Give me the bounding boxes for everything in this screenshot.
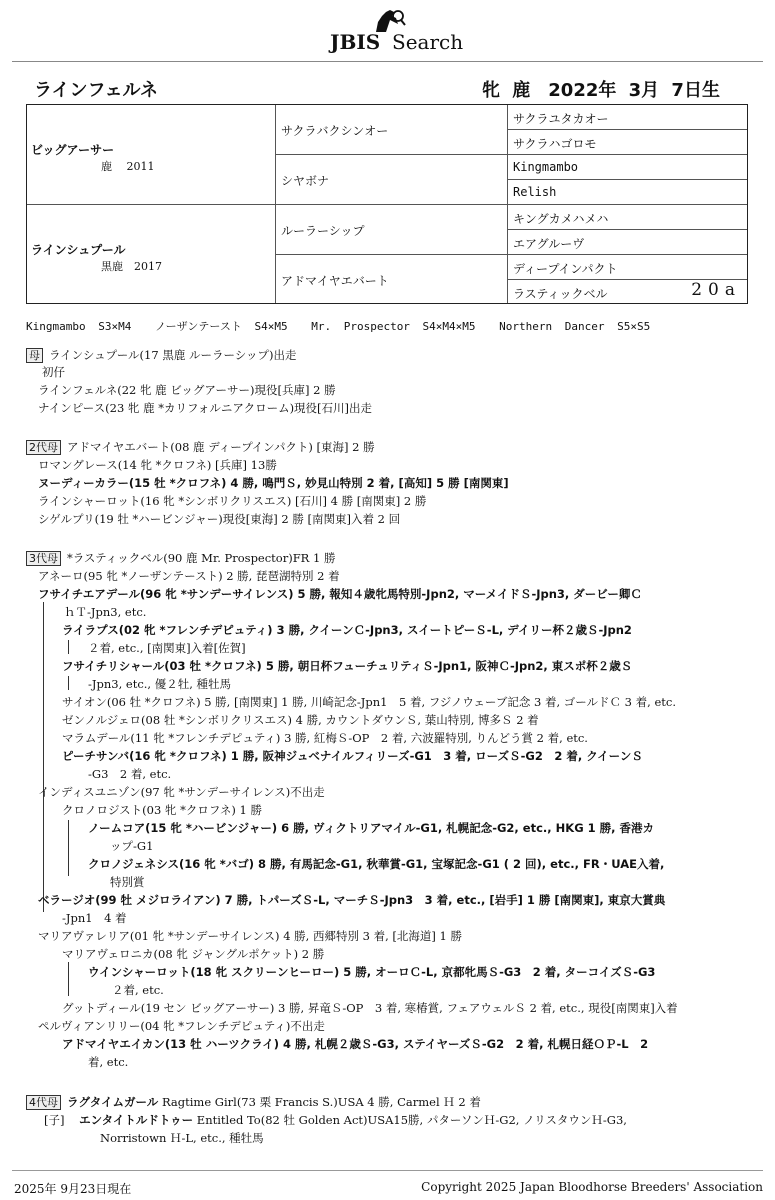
section-4th-dam [26,1094,481,1110]
tree-line [68,676,69,690]
sire-sub: 鹿 2011 [101,160,155,173]
list-item: ラインシャーロット(16 牝 *シンボリクリスエス) [石川] 4 勝 [南関東] 2 勝 [38,494,427,508]
pedigree-g3-cell[interactable]: ディープインパクト [513,262,618,276]
header-divider [12,61,763,62]
list-item: -Jpn3, etc., 優２牡, 種牡馬 [88,677,232,691]
section-dam [26,347,297,363]
pedigree-g2-cell[interactable]: ルーラーシップ [281,224,365,238]
pedigree-g3-cell[interactable]: エアグルーヴ [513,237,585,251]
horse-meta: 牝 鹿 2022年 3月 7日生 [482,80,720,101]
list-item: ピーチサンバ(16 牝 *クロフネ) 1 勝, 阪神ジュベナイルフィリーズ-G1 3 着, ローズＳ-G2 2 着, クイーンＳ [62,749,643,763]
list-item: マリアヴェロニカ(08 牝 ジャングルポケット) 2 勝 [62,947,325,961]
pedigree-g3-cell[interactable]: Kingmambo [513,160,579,174]
tree-line [68,820,69,876]
pedigree-g2-cell[interactable]: シヤボナ [281,174,330,188]
child-tag: [子] [44,1113,65,1127]
list-item: ロマングレース(14 牝 *クロフネ) [兵庫] 13勝 [38,458,277,472]
list-item: マリアヴァレリア(01 牝 *サンデーサイレンス) 4 勝, 西郷特別 3 着, [北海道] 1 勝 [38,929,463,943]
section-text: *ラスティックベル(90 鹿 Mr. Prospector)FR 1 勝 [67,551,336,565]
tree-line [68,962,69,996]
pedigree-g3-cell[interactable]: キングカメハメハ [513,212,609,226]
list-item: フサイチエアデール(96 牝 *サンデーサイレンス) 5 勝, 報知４歳牝馬特別-Jpn2, マーメイドＳ-Jpn3, ダービー卿Ｃ [38,587,642,601]
list-item: ｈＴ-Jpn3, etc. [64,605,147,619]
child-text: Entitled To(82 牡 Golden Act)USA15勝, パターソンＨ-G2, ノリスタウンＨ-G3, [193,1113,627,1127]
pedigree-g3-cell[interactable]: ラスティックベル [513,287,608,301]
family-code: 20a [691,280,741,300]
list-item: ベラージオ(99 牡 メジロライアン) 7 勝, トパーズＳ-L, マーチＳ-Jpn3 3 着, etc., [岩手] 1 勝 [南関東], 東京大賞典 [38,893,666,907]
list-item: クロノジェネシス(16 牝 *バゴ) 8 勝, 有馬記念-G1, 秋華賞-G1, 宝塚記念-G1 ( 2 回), etc., FR・UAE入着, [88,857,665,871]
section-3rd-dam [26,550,335,566]
horse-name: ラインフェルネ [34,80,159,101]
list-item: 特別賞 [110,875,145,889]
list-item: ライラプス(02 牝 *フレンチデピュティ) 3 勝, クイーンＣ-Jpn3, スイートピーＳ-L, デイリー杯２歳Ｓ-Jpn2 [62,623,632,637]
list-item: ゼンノルジェロ(08 牡 *シンボリクリスエス) 4 勝, カウントダウンＳ, 葉山特別, 博多Ｓ 2 着 [62,713,539,727]
list-item: ップ-G1 [110,839,154,853]
horse-title-row [26,72,756,104]
logo-search-text: Search [392,30,464,54]
section-badge: 4代母 [26,1095,61,1110]
sire-cell[interactable] [31,141,271,174]
dam-sub: 黒鹿 2017 [101,260,162,273]
list-item: グットディール(19 セン ビッグアーサー) 3 勝, 昇竜Ｓ-OP 3 着, 寒椿賞, フェアウェルＳ 2 着, etc., 現役[南関東]入着 [62,1001,678,1015]
footer-copyright: Copyright 2025 Japan Bloodhorse Breeders' Association [421,1180,763,1194]
footer-date: 2025年 9月23日現在 [14,1182,132,1196]
list-item: ２着, etc., [南関東]入着[佐賀] [88,641,246,655]
list-item: インディスユニゾン(97 牝 *サンデーサイレンス)不出走 [38,785,325,799]
list-item: 着, etc. [88,1055,129,1069]
list-item: ノームコア(15 牝 *ハービンジャー) 6 勝, ヴィクトリアマイル-G1, 札幌記念-G2, etc., HKG 1 勝, 香港カ [88,821,655,835]
section-name: ラグタイムガール [67,1095,159,1109]
section-text: Ragtime Girl(73 栗 Francis S.)USA 4 勝, Carmel Ｈ 2 着 [158,1095,481,1109]
jbis-search-logo[interactable] [330,8,470,54]
child-name: エンタイトルドトゥー [79,1113,194,1127]
inbreeding-line: Kingmambo S3×M4 ノーザンテースト S4×M5 Mr. Prospector S4×M4×M5 Northern Dancer S5×S5 [26,320,651,333]
section-badge: 母 [26,348,43,363]
pedigree-table [26,104,748,304]
list-item: ペルヴィアンリリー(04 牝 *フレンチデピュティ)不出走 [38,1019,325,1033]
pedigree-g3-cell[interactable]: サクラハゴロモ [513,137,597,151]
pedigree-g2-cell[interactable]: アドマイヤエバート [281,274,389,288]
list-item: 初仔 [42,365,65,379]
pedigree-g2-cell[interactable]: サクラバクシンオー [281,124,389,138]
list-item: ２着, etc. [112,983,164,997]
section-badge: 2代母 [26,440,61,455]
list-item: アネーロ(95 牝 *ノーザンテースト) 2 勝, 琵琶湖特別 2 着 [38,569,340,583]
list-item: Norristown Ｈ-L, etc., 種牡馬 [100,1131,264,1145]
tree-line [43,602,44,912]
footer-divider [12,1170,763,1171]
tree-line [68,640,69,654]
list-item: ウインシャーロット(18 牝 スクリーンヒーロー) 5 勝, オーロＣ-L, 京都牝馬Ｓ-G3 2 着, ターコイズＳ-G3 [88,965,656,979]
pedigree-g3-cell[interactable]: サクラユタカオー [513,112,609,126]
list-item: フサイチリシャール(03 牡 *クロフネ) 5 勝, 朝日杯フューチュリティＳ-Jpn1, 阪神Ｃ-Jpn2, 東スポ杯２歳Ｓ [62,659,633,673]
section-2nd-dam [26,439,375,455]
list-item: マラムデール(11 牝 *フレンチデピュティ) 3 勝, 紅梅Ｓ-OP 2 着, 六波羅特別, りんどう賞 2 着, etc. [62,731,588,745]
list-item: シゲルプリ(19 牡 *ハービンジャー)現役[東海] 2 勝 [南関東]入着 2 回 [38,512,401,526]
list-item: アドマイヤエイカン(13 牡 ハーツクライ) 4 勝, 札幌２歳Ｓ-G3, ステイヤーズＳ-G2 2 着, 札幌日経ＯＰ-L 2 [62,1037,649,1051]
list-item: -G3 2 着, etc. [88,767,172,781]
list-item: サイオン(06 牡 *クロフネ) 5 勝, [南関東] 1 勝, 川崎記念-Jpn1 5 着, フジノウェーブ記念 3 着, ゴールドＣ 3 着, etc. [62,695,676,709]
section-text: アドマイヤエバート(08 鹿 ディープインパクト) [東海] 2 勝 [67,440,375,454]
section-badge: 3代母 [26,551,61,566]
logo-jbis-text: JBIS [330,30,381,54]
list-item: クロノロジスト(03 牝 *クロフネ) 1 勝 [62,803,262,817]
section-text: ラインシュプール(17 黒鹿 ルーラーシップ)出走 [49,348,297,362]
dam-cell[interactable] [31,241,271,274]
list-item: ラインフェルネ(22 牝 鹿 ビッグアーサー)現役[兵庫] 2 勝 [38,383,336,397]
list-item: ヌーディーカラー(15 牡 *クロフネ) 4 勝, 鳴門Ｓ, 妙見山特別 2 着, [高知] 5 勝 [南関東] [38,476,509,490]
sire-name[interactable]: ビッグアーサー [31,143,115,157]
list-item: -Jpn1 4 着 [62,911,127,925]
child-line [44,1112,627,1128]
dam-name[interactable]: ラインシュプール [31,243,126,257]
site-header [0,0,775,62]
pedigree-g3-cell[interactable]: Relish [513,185,557,199]
list-item: ナインピース(23 牝 鹿 *カリフォルニアクローム)現役[石川]出走 [38,401,373,415]
